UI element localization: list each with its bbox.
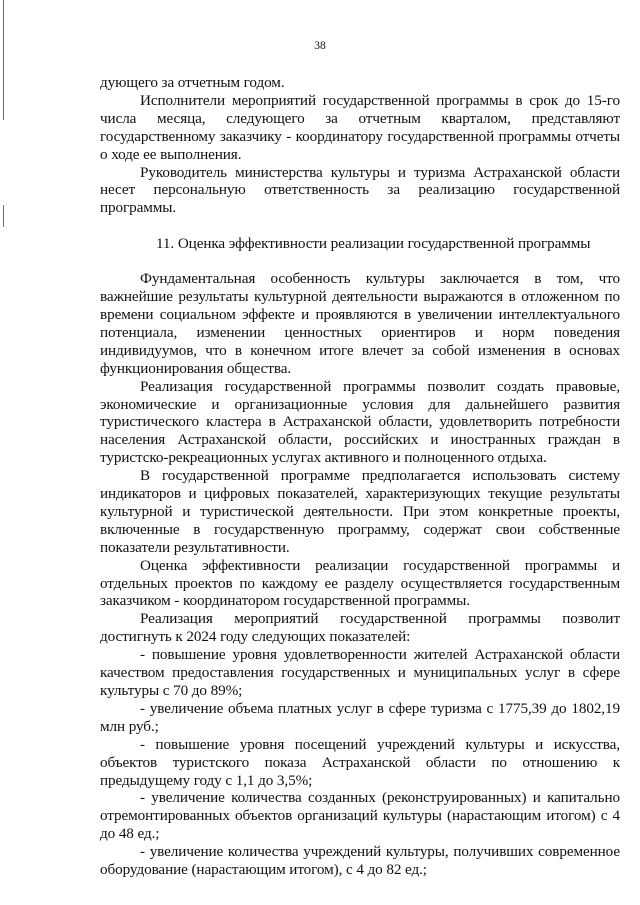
list-item-satisfaction: - повышение уровня удовлетворенности жителей Астраханской области качеством предоставления государственных и муниципальных услуг в сфере культуры с 70 до 89%; [100, 646, 620, 699]
section-title: 11. Оценка эффективности реализации государственной программы [156, 235, 591, 253]
list-item-renovated-objects: - увеличение количества созданных (реконструированных) и капитально отремонтированных объектов организаций культуры (нарастающим итогом) с 4 до 48 ед.; [100, 789, 620, 843]
list-item-paid-services: - увеличение объема платных услуг в сфере туризма с 1775,39 до 1802,19 млн руб.; [100, 699, 620, 735]
paragraph-culture-feature: Фундаментальная особенность культуры заключается в том, что важнейшие результаты культурной деятельности выражаются в отложенном по времени социальном эффекте и проявляются в увеличении интеллектуального потенциала, изменении ценностных ориентиров и норм поведения индивидуумов, что в конечном итоге влечет за собой изменения в основах функционирования общества. [100, 270, 620, 377]
list-item-visits: - повышение уровня посещений учреждений культуры и искусства, объектов туристского показа Астраханской области по отношению к предыдущему году с 1,1 до 3,5%; [100, 735, 620, 789]
list-item-equipment: - увеличение количества учреждений культуры, получивших современное оборудование (нарастающим итогом), с 4 до 82 ед.; [100, 843, 620, 879]
paragraph-continuation: дующего за отчетным годом. [100, 74, 285, 91]
document-body [100, 74, 620, 879]
scan-margin-line-lower [3, 205, 4, 227]
scan-margin-line [3, 0, 4, 120]
paragraph-targets-intro: Реализация мероприятий государственной программы позволит достигнуть к 2024 году следующих показателей: [100, 610, 620, 646]
paragraph-efficiency-assessment: Оценка эффективности реализации государственной программы и отдельных проектов по каждому ее разделу осуществляется государственным заказчиком - координатором государственной программы. [100, 556, 620, 610]
paragraph-program-conditions: Реализация государственной программы позволит создать правовые, экономические и организационные условия для дальнейшего развития туристического кластера в Астраханской области, удовлетворить потребности населения Астраханской области, российских и иностранных граждан в туристско-рекреационных услугах активного и полноценного отдыха. [100, 377, 620, 467]
paragraph-reporting-deadline: Исполнители мероприятий государственной программы в срок до 15-го числа месяца, следующего за отчетным кварталом, представляют государственному заказчику - координатору государственной программы отчеты о ходе ее выполнения. [100, 91, 620, 163]
page-number: 38 [314, 40, 326, 52]
paragraph-indicator-system: В государственной программе предполагается использовать систему индикаторов и цифровых показателей, характеризующих текущие результаты культурной и туристической деятельности. При этом конкретные проекты, включенные в государственную программу, содержат свои собственные показатели результативности. [100, 467, 620, 556]
paragraph-responsibility: Руководитель министерства культуры и туризма Астраханской области несет персональную ответственность за реализацию государственной программы. [100, 163, 620, 217]
